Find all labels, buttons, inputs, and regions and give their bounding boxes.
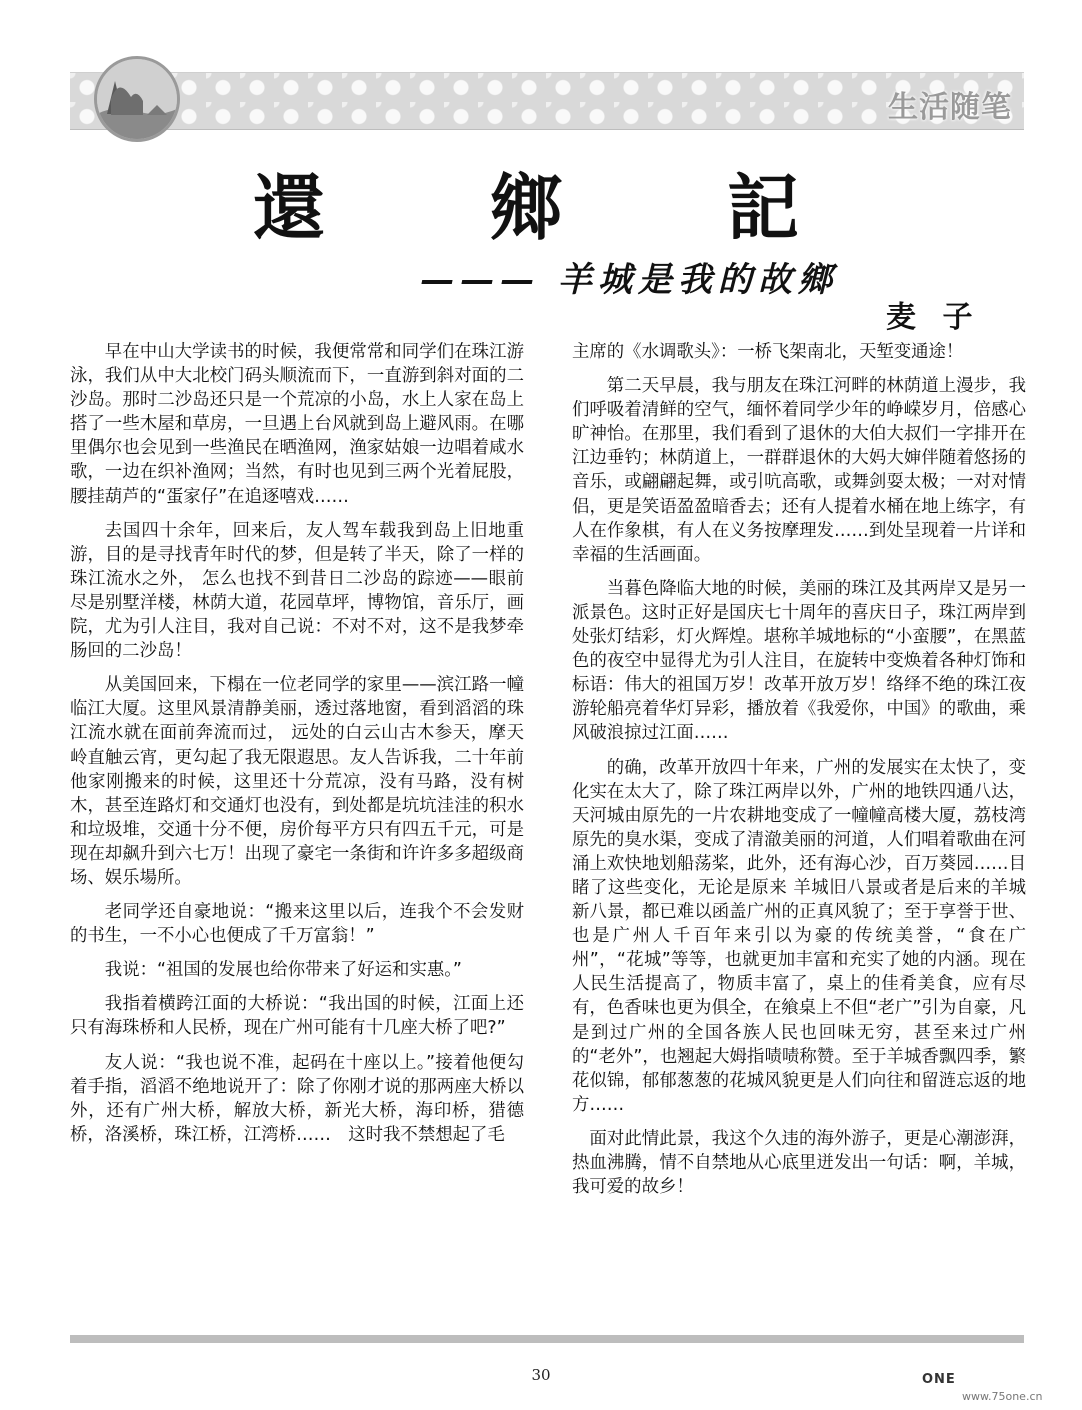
paragraph: 面对此情此景，我这个久违的海外游子，更是心潮澎湃，热血沸腾，情不自禁地从心底里迸发出一句话：啊，羊城，我可爱的故乡！ — [572, 1128, 1026, 1198]
paragraph: 从美国回来，下榻在一位老同学的家里——滨江路一幢临江大厦。这里风景清静美丽，透过落地窗，看到滔滔的珠江流水就在面前奔流而过， 远处的白云山古木参天，摩天岭直触云宵，更勾起了我无限遐思。友人告诉我，二十年前他家刚搬来的时候，这里还十分荒凉，没有马路，没有树木，甚至连路灯和交通灯也没有，到处都是坑坑洼洼的积水和垃圾堆，交通十分不便，房价每平方只有四五千元，可是现在却飙升到六七万！出现了豪宅一条街和许许多多超级商场、娱乐場所。 — [70, 675, 524, 888]
footer-rule — [70, 1335, 1024, 1343]
landscape-icon — [97, 59, 177, 139]
section-label: 生活随笔 — [888, 90, 1012, 125]
paragraph: 我说：“祖国的发展也给你带来了好运和实惠。” — [104, 960, 462, 981]
watermark-url: www.75one.cn — [962, 1390, 1043, 1403]
paragraph: 当暮色降临大地的时候，美丽的珠江及其两岸又是另一派景色。这时正好是国庆七十周年的喜庆日子，珠江两岸到处张灯结彩，灯火辉煌。堪称羊城地标的“小蛮腰”，在黑蓝色的夜空中显得尤为引人注目，在旋转中变焕着各种灯饰和标语：伟大的祖国万岁！改革开放万岁！络绎不绝的珠江夜游轮船亮着华灯异彩，播放着《我爱你，中国》的歌曲，乘风破浪掠过江面…… — [572, 578, 1026, 744]
article-title: 還 鄉 記 — [252, 165, 870, 250]
paragraph: 老同学还自豪地说：“搬来这里以后，连我个不会发财的书生，一不小心也便成了千万富翁！” — [70, 902, 524, 947]
paragraph: 我指着横跨江面的大桥说：“我出国的时候，江面上还只有海珠桥和人民桥，现在广州可能有十几座大桥了吧?” — [70, 994, 524, 1039]
paragraph: 友人说：“我也说不准，起码在十座以上。”接着他便勾着手指，滔滔不绝地说开了：除了你刚才说的那两座大桥以外，还有广州大桥，解放大桥，新光大桥，海印桥，猎德桥，洛溪桥，珠江桥，江湾桥…… 这时我不禁想起了毛 — [70, 1052, 524, 1145]
left-text-column — [70, 340, 524, 1157]
right-text-column — [572, 340, 1026, 1209]
watermark — [922, 1372, 1072, 1406]
paragraph: 主席的《水调歌头》：一桥飞架南北，天堑变通途！ — [572, 342, 964, 362]
watermark-logo: ONE — [922, 1372, 956, 1387]
section-header-band — [70, 72, 1024, 130]
paragraph: 第二天早晨，我与朋友在珠江河畔的林荫道上漫步，我们呼吸着清鲜的空气，缅怀着同学少年的峥嵘岁月，倍感心旷神怡。在那里，我们看到了退休的大伯大叔们一字排开在江边垂钓；林荫道上，一群群退休的大妈大婶伴随着悠扬的音乐，或翩翩起舞，或引吭高歌，或舞剑耍太极；一对对情侣，更是笑语盈盈暗香去；还有人提着水桶在地上练字，有人在作象棋，有人在义务按摩理发……到处呈现着一片详和幸福的生活画面。 — [572, 376, 1026, 565]
article-author: 麦 子 — [886, 300, 981, 335]
paragraph: 去国四十余年，回来后，友人驾车载我到岛上旧地重游，目的是寻找青年时代的梦，但是转了半天，除了一样的珠江流水之外， 怎么也找不到昔日二沙岛的踪迹——眼前尽是别墅洋楼，林荫大道，花园草坪，博物馆，音乐厅，画院，尤为引人注目，我对自己说：不对不对，这不是我梦牵肠回的二沙岛！ — [70, 520, 524, 662]
page-number: 30 — [531, 1366, 551, 1384]
paragraph: 早在中山大学读书的时候，我便常常和同学们在珠江游泳，我们从中大北校门码头顺流而下，一直游到斜对面的二沙岛。那时二沙岛还只是一个荒凉的小岛，水上人家在岛上搭了一些木屋和草房，一旦遇上台风就到岛上避风雨。在哪里偶尔也会见到一些渔民在晒渔网，渔家姑娘一边唱着咸水歌，一边在织补渔网；当然，有时也见到三两个光着屁股，腰挂葫芦的“蛋家仔”在追逐嘻戏…… — [70, 342, 524, 507]
paragraph: 的确，改革开放四十年来，广州的发展实在太快了，变化实在太大了，除了珠江两岸以外，广州的地铁四通八达，天河城由原先的一片农耕地变成了一幢幢高楼大厦，荔枝湾原先的臭水渠，变成了清澈美丽的河道，人们唱着歌曲在河涌上欢快地划船荡桨，此外，还有海心沙，百万葵园……目睹了这些变化，无论是原来 羊城旧八景或者是后来的羊城新八景，都已难以函盖广州的正真风貌了；至于享誉于世、也是广州人千百年来引以为豪的传统美誉，“食在广州”，“花城”等等，也就更加丰富和充实了她的内涵。现在人民生活提高了，物质丰富了，桌上的佳肴美食，应有尽有，色香味也更为俱全，在飨桌上不但“老广”引为自豪，凡是到过广州的全国各族人民也回味无穷，甚至来过广州的“老外”，也翘起大姆指啧啧称赞。至于羊城香飘四季，繁花似锦，郁郁葱葱的花城风貌更是人们向往和留涟忘返的地方…… — [572, 757, 1026, 1115]
landscape-medallion-image — [94, 56, 180, 142]
article-subtitle: ——— 羊城是我的故鄉 — [420, 260, 838, 300]
